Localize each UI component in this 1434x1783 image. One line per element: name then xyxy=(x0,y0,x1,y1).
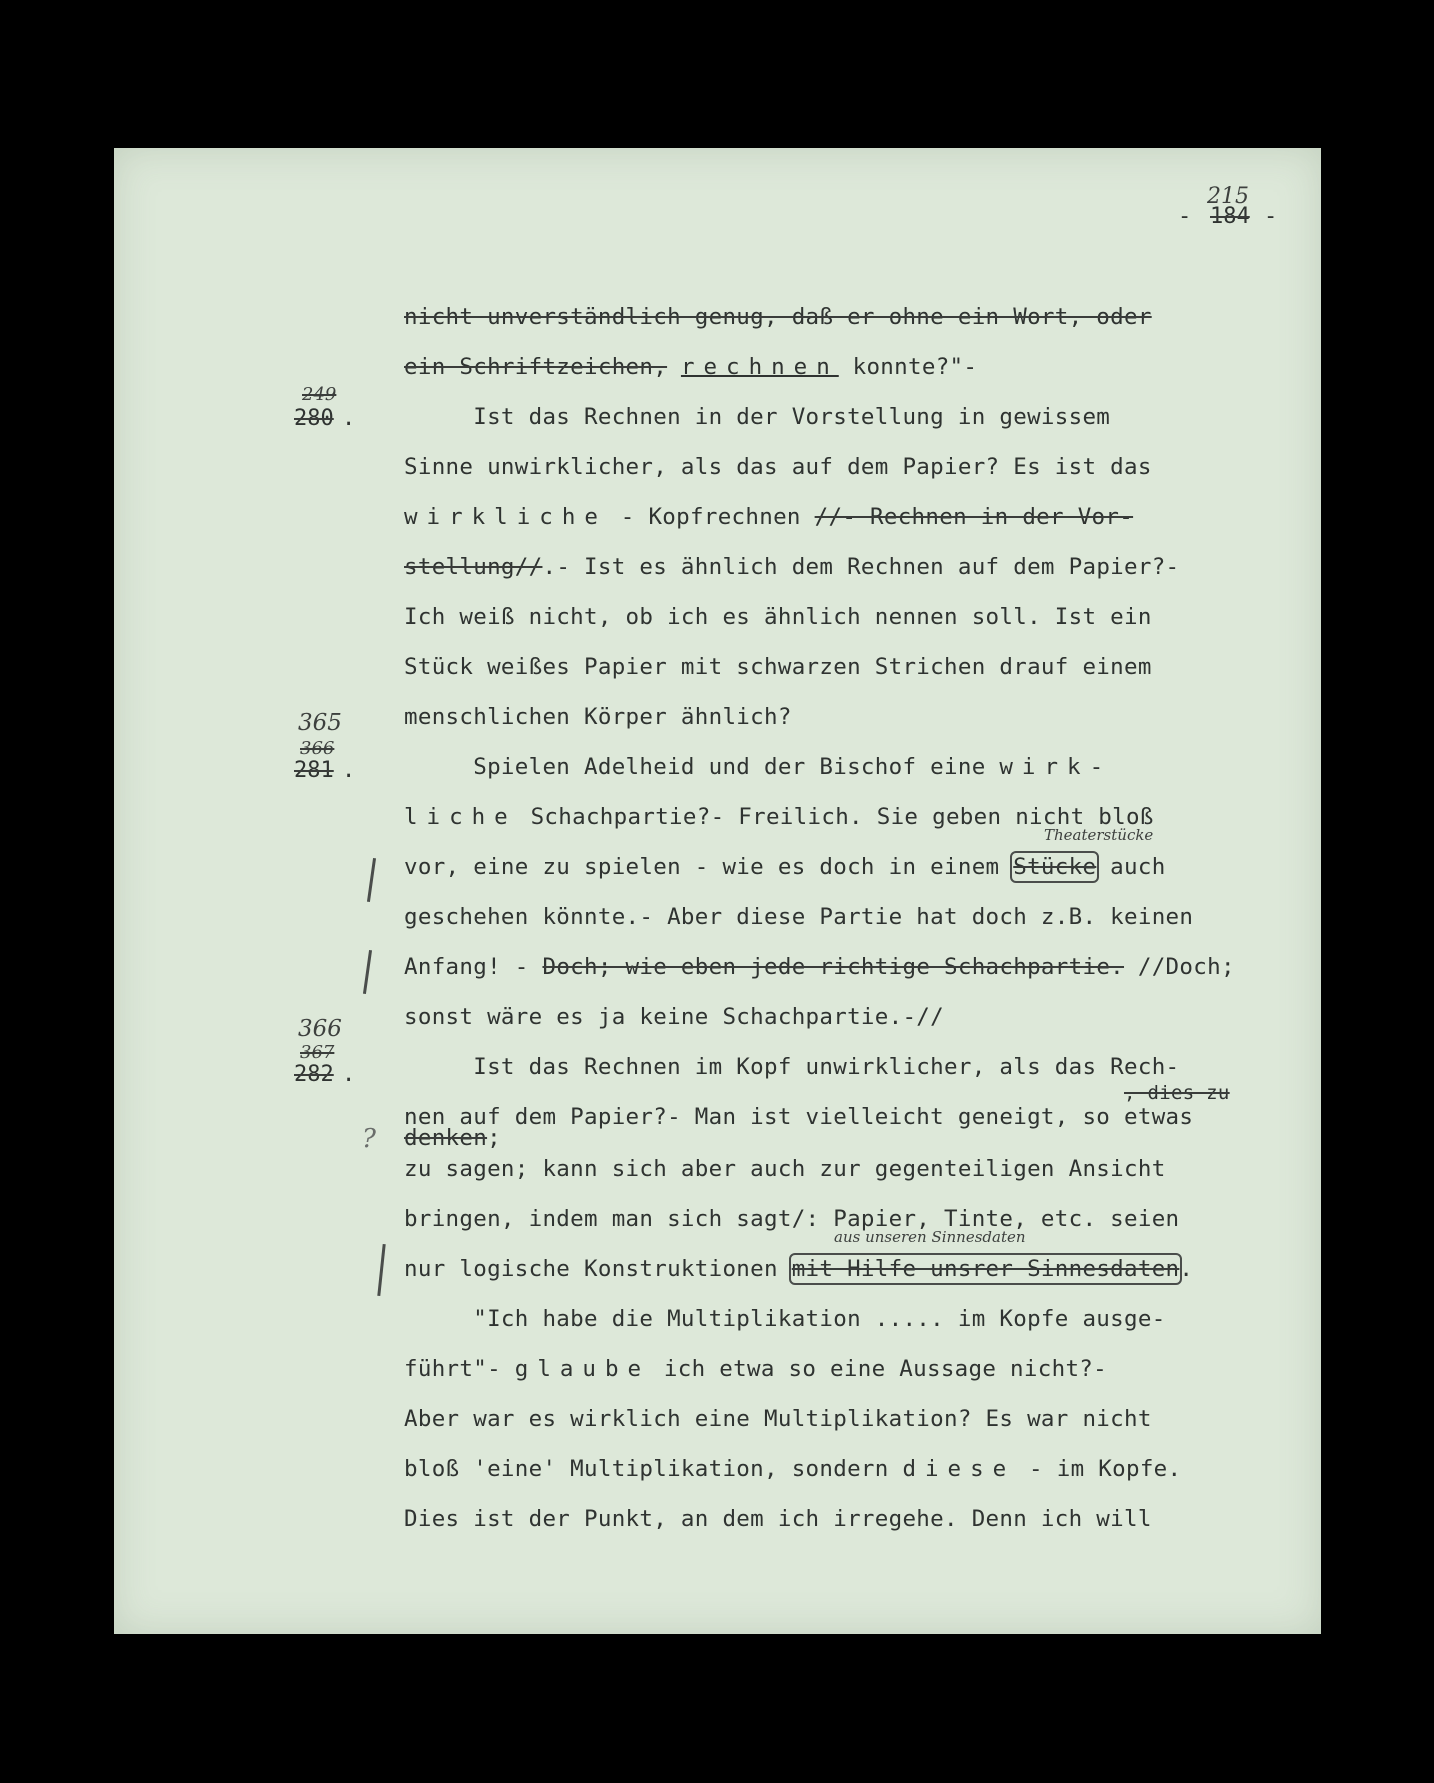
handwritten-insert-sinnesdaten: aus unseren Sinnesdaten xyxy=(834,1228,1026,1246)
line-7: Ich weiß nicht, ob ich es ähnlich nennen soll. Ist ein xyxy=(404,604,1152,630)
line-14 xyxy=(404,952,1235,982)
line-14-deleted: Doch; wie eben jede richtige Schachpartie. xyxy=(542,954,1125,980)
page-number-typed: 184 xyxy=(1210,204,1250,229)
section-number-new-2: 366 xyxy=(300,738,335,759)
line-23-end: ich etwa so eine Aussage nicht?- xyxy=(650,1356,1107,1382)
line-12-end: auch xyxy=(1096,854,1166,880)
line-18-end: ; xyxy=(487,1125,501,1151)
section-number-new-3: 367 xyxy=(300,1042,335,1063)
section-number-new-1: 249 xyxy=(302,384,337,405)
line-18-deleted: denken xyxy=(404,1125,488,1151)
line-2-deleted: ein Schriftzeichen, xyxy=(404,354,668,380)
line-23-start: führt"- xyxy=(404,1356,515,1382)
line-5-spaced: wirkliche xyxy=(404,504,607,530)
line-22: "Ich habe die Multiplikation ..... im Kopfe ausge- xyxy=(404,1306,1166,1332)
line-23-spaced: glaube xyxy=(514,1356,651,1382)
page-number-dash-right: - xyxy=(1264,204,1278,229)
line-21-end: . xyxy=(1179,1256,1194,1282)
line-2-rest: konnte?"- xyxy=(838,354,978,380)
line-16: Ist das Rechnen im Kopf unwirklicher, als das Rech- xyxy=(404,1054,1180,1080)
line-4: Sinne unwirklicher, als das auf dem Papier? Es ist das xyxy=(404,454,1152,480)
line-12 xyxy=(404,852,1166,882)
handwritten-insert-theaterstuecke: Theaterstücke xyxy=(1044,826,1154,844)
line-3: Ist das Rechnen in der Vorstellung in gewissem xyxy=(404,404,1111,430)
line-6-rest: .- Ist es ähnlich dem Rechnen auf dem Papier?- xyxy=(542,554,1180,580)
line-26: Dies ist der Punkt, an dem ich irregehe. Denn ich will xyxy=(404,1506,1152,1532)
section-number-old-1: 280 xyxy=(294,406,334,431)
manuscript-page xyxy=(114,148,1321,1634)
line-6-deleted: stellung// xyxy=(404,554,543,580)
line-5-deleted: //- Rechnen in der Vor- xyxy=(814,504,1134,530)
line-12-start: vor, eine zu spielen - wie es doch in einem xyxy=(404,854,1014,880)
line-11-rest: Schachpartie?- Freilich. Sie geben nicht bloß xyxy=(516,804,1154,830)
line-21-start: nur logische Konstruktionen xyxy=(404,1256,792,1282)
line-13: geschehen könnte.- Aber diese Partie hat doch z.B. keinen xyxy=(404,904,1194,930)
line-9: menschlichen Körper ähnlich? xyxy=(404,704,792,730)
line-25-end: - im Kopfe. xyxy=(1015,1456,1182,1482)
line-15: sonst wäre es ja keine Schachpartie.-// xyxy=(404,1004,944,1030)
margin-mark-1 xyxy=(367,858,376,902)
line-11 xyxy=(404,802,1154,832)
line-25-spaced: diese xyxy=(902,1456,1016,1482)
line-25-start: bloß 'eine' Multiplikation, sondern xyxy=(404,1456,903,1482)
margin-mark-3 xyxy=(377,1244,385,1296)
line-19: zu sagen; kann sich aber auch zur gegenteiligen Ansicht xyxy=(404,1156,1166,1182)
line-5 xyxy=(404,502,1133,532)
line-24: Aber war es wirklich eine Multiplikation? Es war nicht xyxy=(404,1406,1152,1432)
line-10 xyxy=(404,752,1112,782)
section-ref-2: 365 xyxy=(298,710,342,736)
section-dot-3: . xyxy=(342,1062,356,1087)
line-6 xyxy=(404,552,1179,582)
section-ref-3: 366 xyxy=(298,1016,342,1042)
section-dot-2: . xyxy=(342,758,356,783)
page-number-handwritten: 215 xyxy=(1207,184,1249,209)
section-dot-1: . xyxy=(342,406,356,431)
line-14-end: //Doch; xyxy=(1124,954,1235,980)
line-10-start: Spielen Adelheid und der Bischof eine xyxy=(404,754,1000,780)
line-2 xyxy=(404,352,977,382)
line-17-insert-deleted: , dies zu xyxy=(1124,1082,1230,1104)
line-21-deleted: mit Hilfe unsrer Sinnesdaten xyxy=(791,1256,1180,1282)
line-20: bringen, indem man sich sagt/: Papier, Tinte, etc. seien xyxy=(404,1206,1180,1232)
line-8: Stück weißes Papier mit schwarzen Strichen drauf einem xyxy=(404,654,1152,680)
margin-question-mark: ? xyxy=(362,1124,376,1154)
section-number-old-3: 282 xyxy=(294,1062,334,1087)
line-11-spaced: liche xyxy=(404,804,517,830)
margin-mark-2 xyxy=(363,950,372,994)
line-5-mid: - Kopfrechnen xyxy=(606,504,815,530)
line-18 xyxy=(404,1126,501,1150)
line-14-start: Anfang! - xyxy=(404,954,543,980)
line-12-deleted: Stücke xyxy=(1013,854,1097,880)
section-number-old-2: 281 xyxy=(294,758,334,783)
line-17: nen auf dem Papier?- Man ist vielleicht geneigt, so etwas xyxy=(404,1104,1194,1130)
page-number-dash-left: - xyxy=(1178,204,1192,229)
line-10-spaced: wirk- xyxy=(999,754,1113,780)
line-25 xyxy=(404,1454,1181,1484)
line-2-spaced: rechnen xyxy=(680,354,839,380)
line-1: nicht unverständlich genug, daß er ohne ein Wort, oder xyxy=(404,304,1152,330)
line-21 xyxy=(404,1254,1193,1284)
line-23 xyxy=(404,1354,1107,1384)
